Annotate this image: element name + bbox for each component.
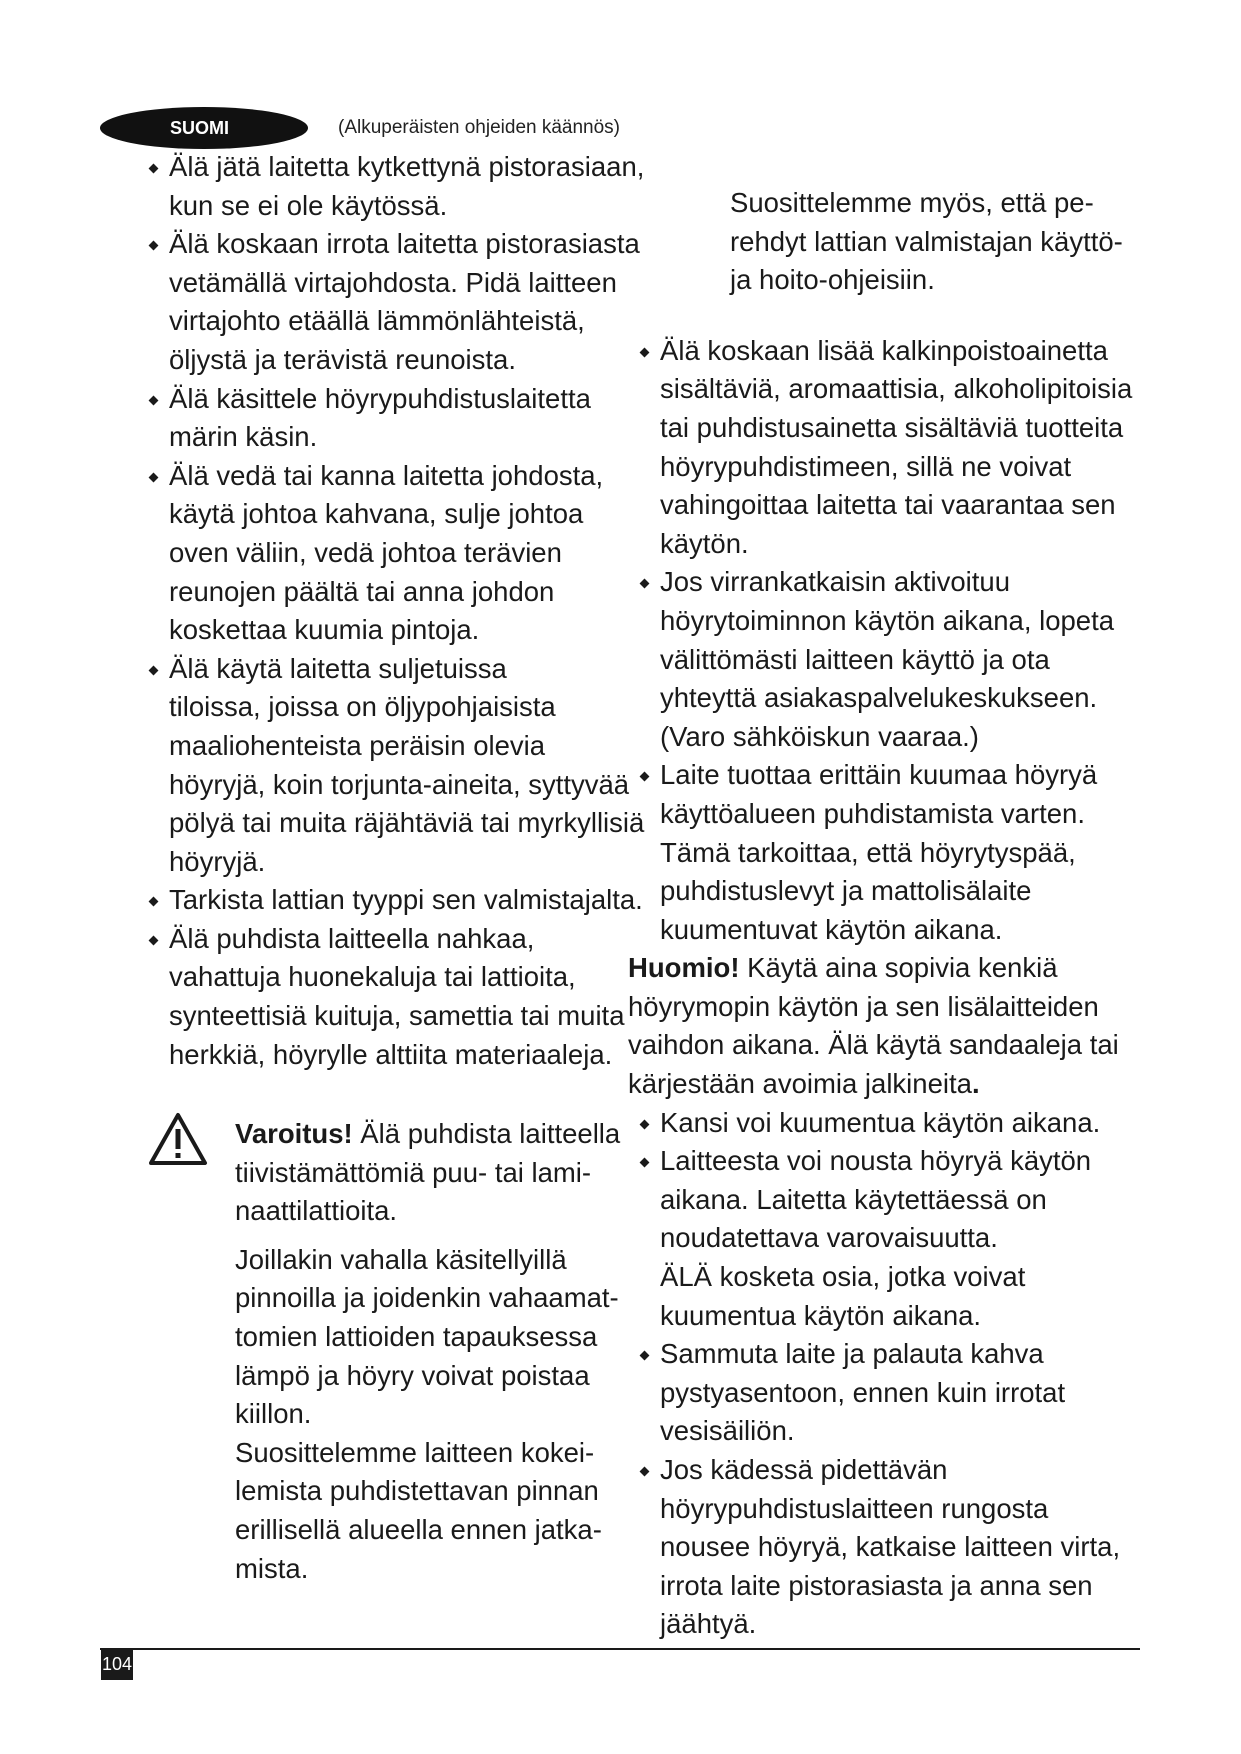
text-line: Älä jätä laitetta kytkettynä pistorasiaan,: [169, 151, 645, 182]
bullet-item: [638, 1104, 1138, 1143]
text-line: (Varo sähköiskun vaaraa.): [660, 720, 979, 752]
text-line: erillisellä alueella ennen jatka-: [235, 1513, 602, 1545]
text-line: puhdistuslevyt ja mattolisälaite: [660, 875, 1032, 907]
bullet-item: [638, 756, 1138, 949]
text-line: Laitteesta voi nousta höyryä käytön: [660, 1145, 1092, 1177]
text-line: lemista puhdistettavan pinnan: [235, 1475, 599, 1507]
text-line: Älä koskaan lisää kalkinpoistoainetta: [660, 334, 1108, 366]
text-line: vaihdon aikana. Älä käytä sandaaleja tai: [628, 1029, 1119, 1061]
text-line: käytön.: [660, 527, 749, 559]
language-tab-label: SUOMI: [170, 117, 230, 138]
text-line: virtajohto etäällä lämmönlähteistä,: [169, 305, 585, 337]
text-line: noudatettava varovaisuutta.: [660, 1222, 998, 1254]
text-line: kuumentuvat käytön aikana.: [660, 913, 1003, 945]
text-line: Sammuta laite ja palauta kahva: [660, 1338, 1044, 1370]
text-line: jäähtyä.: [660, 1608, 757, 1640]
text-line: tai puhdistusainetta sisältäviä tuotteita: [660, 411, 1124, 443]
text-line: kun se ei ole käytössä.: [169, 189, 448, 221]
text-line: Älä koskaan irrota laitetta pistorasiasta: [169, 228, 640, 260]
page-number: 104: [101, 1648, 133, 1680]
note-label: Huomio!: [628, 952, 740, 984]
text-line: Suosittelemme myös, että pe-: [730, 187, 1094, 218]
text-line: höyryjä.: [169, 845, 266, 877]
text-line: Älä käsittele höyrypuhdistuslaitetta: [169, 382, 591, 414]
text-line: Jos virrankatkaisin aktivoituu: [660, 566, 1011, 598]
bullet-item: [638, 1142, 1138, 1335]
text-line: höyrypuhdistuslaitteen rungosta: [660, 1492, 1049, 1524]
text-line: reunojen päältä tai anna johdon: [169, 575, 555, 607]
language-tab: [100, 107, 308, 149]
text-line: herkkiä, höyrylle alttiita materiaaleja.: [169, 1038, 613, 1070]
translation-note: (Alkuperäisten ohjeiden käännös): [338, 117, 621, 138]
text-line: pölyä tai muita räjähtäviä tai myrkyllisiä: [169, 807, 645, 839]
text-line: yhteyttä asiakaspalvelukeskukseen.: [660, 682, 1098, 714]
warning-block: [235, 1115, 635, 1588]
text-line: vahingoittaa laitetta tai vaarantaa sen: [660, 489, 1116, 521]
text-line: Kansi voi kuumentua käytön aikana.: [660, 1106, 1101, 1138]
text-line: lämpö ja höyry voivat poistaa: [235, 1359, 590, 1391]
bullet-item: [147, 225, 667, 379]
text-line: höyryjä, koin torjunta-aineita, syttyvää: [169, 768, 630, 800]
bullet-item: [147, 380, 667, 457]
text-line: höyrypuhdistimeen, sillä ne voivat: [660, 450, 1072, 482]
text-line: Laite tuottaa erittäin kuumaa höyryä: [660, 759, 1098, 791]
text-line: märin käsin.: [169, 421, 318, 453]
warning-label: Varoitus!: [235, 1118, 353, 1149]
text-line: Tarkista lattian tyyppi sen valmistajalta.: [169, 884, 643, 916]
bullet-item: [147, 920, 667, 1074]
text-line: maaliohenteista peräisin olevia: [169, 729, 546, 761]
text-line: pinnoilla ja joidenkin vahaamat-: [235, 1282, 619, 1314]
text-line: oven väliin, vedä johtoa terävien: [169, 536, 562, 568]
text-line: Joillakin vahalla käsitellyillä: [235, 1243, 567, 1275]
note-text: Käytä aina sopivia kenkiä: [739, 952, 1058, 984]
text-line: Tämä tarkoittaa, että höyrytyspää,: [660, 836, 1076, 868]
text-line: ja hoito-ohjeisiin.: [730, 264, 935, 296]
text-line: tiloissa, joissa on öljypohjaisista: [169, 691, 556, 723]
text-line: käytä johtoa kahvana, sulje johtoa: [169, 498, 584, 530]
text-line: Älä vedä tai kanna laitetta johdosta,: [169, 459, 604, 491]
text-line: naattilattioita.: [235, 1195, 398, 1227]
text-line: vahattuja huonekaluja tai lattioita,: [169, 961, 576, 993]
bullet-item: [638, 1451, 1138, 1644]
bullet-item: [147, 148, 667, 225]
text-line: mista.: [235, 1552, 309, 1584]
text-line: kiillon.: [235, 1398, 312, 1430]
warning-text: Älä puhdista laitteella: [352, 1118, 621, 1149]
bullet-item: [638, 332, 1138, 564]
text-line: Älä käytä laitetta suljetuissa: [169, 652, 507, 684]
note-period: .: [971, 1068, 980, 1100]
warning-line: [235, 1115, 635, 1154]
bullet-item: [638, 563, 1138, 756]
text-line: höyrymopin käytön ja sen lisälaitteiden: [628, 990, 1099, 1022]
note-text: kärjestään avoimia jalkineita: [628, 1068, 972, 1100]
text-line: vesisäiliön.: [660, 1415, 795, 1447]
text-line: sisältäviä, aromaattisia, alkoholipitoisia: [660, 373, 1133, 405]
note-line: [628, 949, 1148, 988]
text-line: Älä puhdista laitteella nahkaa,: [169, 922, 535, 954]
text-line: pystyasentoon, ennen kuin irrotat: [660, 1376, 1066, 1408]
text-line: nousee höyryä, katkaise laitteen virta,: [660, 1531, 1121, 1563]
note-paragraph: [628, 949, 1148, 1103]
text-line: tomien lattioiden tapauksessa: [235, 1320, 598, 1352]
bullet-item: [638, 1335, 1138, 1451]
text-line: koskettaa kuumia pintoja.: [169, 614, 480, 646]
text-line: Jos kädessä pidettävän: [660, 1454, 948, 1485]
left-column: [147, 148, 667, 1074]
text-line: rehdyt lattian valmistajan käyttö-: [730, 225, 1123, 257]
right-column: [628, 184, 1138, 1644]
text-line: irrota laite pistorasiasta ja anna sen: [660, 1569, 1093, 1601]
text-line: vetämällä virtajohdosta. Pidä laitteen: [169, 266, 617, 298]
bullet-item: [147, 650, 667, 882]
text-line: ÄLÄ kosketa osia, jotka voivat: [660, 1261, 1026, 1293]
text-line: aikana. Laitetta käytettäessä on: [660, 1183, 1047, 1215]
text-line: Suosittelemme laitteen kokei-: [235, 1436, 595, 1468]
text-line: höyrytoiminnon käytön aikana, lopeta: [660, 604, 1115, 636]
bullet-item: [147, 881, 667, 920]
warning-triangle-icon: [148, 1112, 208, 1166]
text-line: öljystä ja terävistä reunoista.: [169, 343, 516, 375]
text-line: synteettisiä kuituja, samettia tai muita: [169, 1000, 625, 1032]
footer-rule: [100, 1648, 1140, 1650]
text-line: tiivistämättömiä puu- tai lami-: [235, 1156, 592, 1188]
warning-continuation: [638, 184, 1138, 300]
note-last-line: [628, 1065, 1148, 1104]
text-line: välittömästi laitteen käyttö ja ota: [660, 643, 1050, 675]
text-line: käyttöalueen puhdistamista varten.: [660, 797, 1085, 829]
text-line: kuumentua käytön aikana.: [660, 1299, 982, 1331]
bullet-item: [147, 457, 667, 650]
